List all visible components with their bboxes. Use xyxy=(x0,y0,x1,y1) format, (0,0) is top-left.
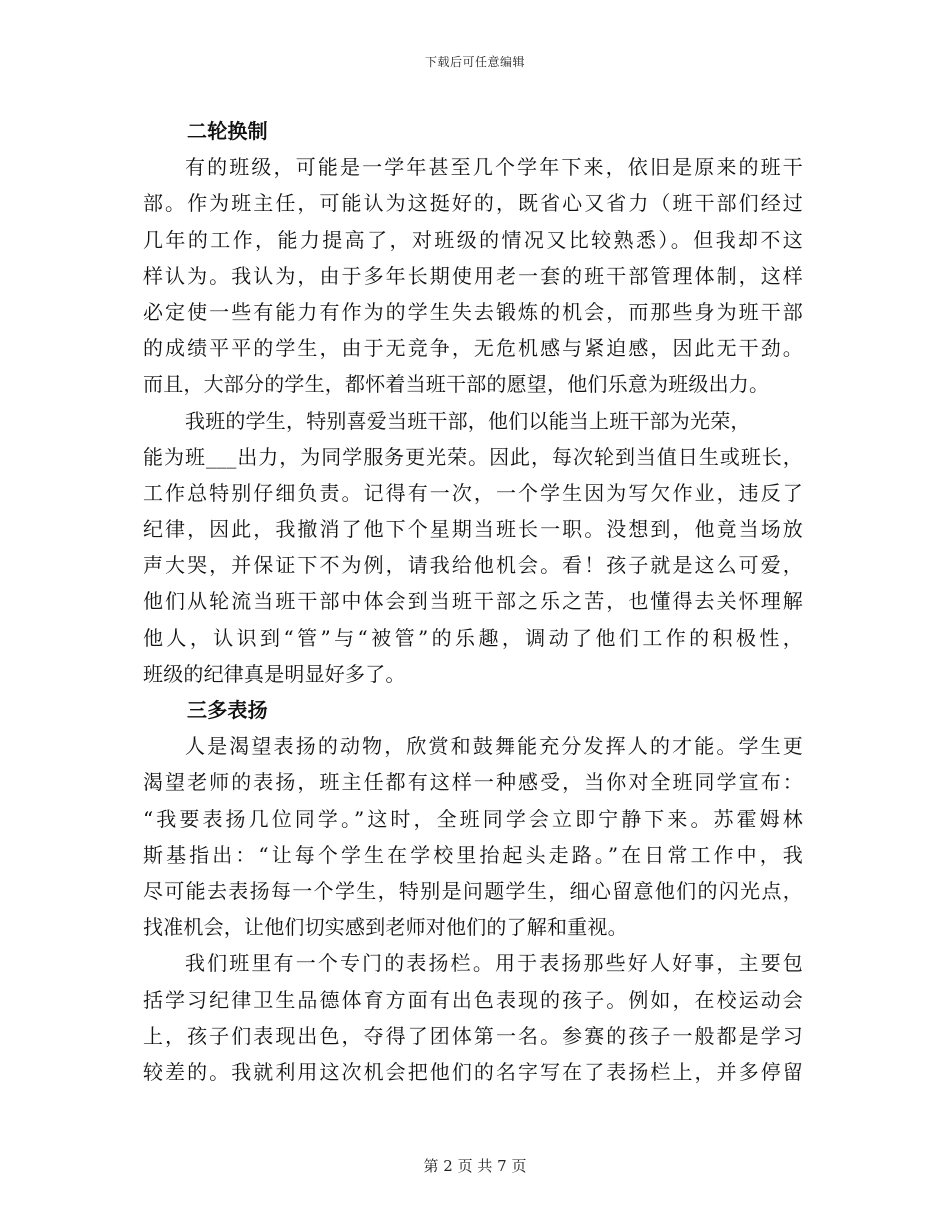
paragraph-line: 声大哭，并保证下不为例，请我给他机会。看！孩子就是这么可爱， xyxy=(143,553,803,578)
paragraph-line: 班级的纪律真是明显好多了。 xyxy=(143,661,406,686)
paragraph-line: 上，孩子们表现出色，夺得了团体第一名。参赛的孩子一般都是学习 xyxy=(143,1023,803,1048)
paragraph-line: 找准机会，让他们切实感到老师对他们的了解和重视。 xyxy=(143,915,628,940)
document-body xyxy=(143,113,803,1090)
paragraph-line: 我们班里有一个专门的表扬栏。用于表扬那些好人好事，主要包 xyxy=(185,951,803,976)
paragraph-line: 人是渴望表扬的动物，欣赏和鼓舞能充分发挥人的才能。学生更 xyxy=(185,734,803,759)
section-heading: 二轮换制 xyxy=(187,119,268,143)
paragraph-line: 必定使一些有能力有作为的学生失去锻炼的机会，而那些身为班干部 xyxy=(143,299,803,324)
paragraph-line: 有的班级，可能是一学年甚至几个学年下来，依旧是原来的班干 xyxy=(185,155,803,180)
paragraph-line: 他们从轮流当班干部中体会到当班干部之乐之苦，也懂得去关怀理解 xyxy=(143,589,803,614)
paragraph-line: 样认为。我认为，由于多年长期使用老一套的班干部管理体制，这样 xyxy=(143,263,803,288)
paragraph-line: 渴望老师的表扬，班主任都有这样一种感受，当你对全班同学宣布： xyxy=(143,770,803,795)
paragraph-line: 部。作为班主任，可能认为这挺好的，既省心又省力（班干部们经过 xyxy=(143,191,803,216)
paragraph-line: 尽可能去表扬每一个学生，特别是问题学生，细心留意他们的闪光点， xyxy=(143,878,803,903)
paragraph-line: 纪律，因此，我撤消了他下个星期当班长一职。没想到，他竟当场放 xyxy=(143,517,803,542)
paragraph-line: 他人，认识到“管”与“被管”的乐趣，调动了他们工作的积极性， xyxy=(143,625,803,650)
paragraph-line: 的成绩平平的学生，由于无竞争，无危机感与紧迫感，因此无干劲。 xyxy=(143,336,803,361)
paragraph-line: “我要表扬几位同学。”这时，全班同学会立即宁静下来。苏霍姆林 xyxy=(143,806,803,831)
section-heading: 三多表扬 xyxy=(187,698,268,722)
paragraph-line: 能为班___出力，为同学服务更光荣。因此，每次轮到当值日生或班长， xyxy=(143,444,803,469)
paragraph-line: 几年的工作，能力提高了，对班级的情况又比较熟悉）。但我却不这 xyxy=(143,227,803,252)
page-number: 第 2 页 共 7 页 xyxy=(423,1157,527,1175)
page-header-note: 下载后可任意编辑 xyxy=(424,55,525,69)
paragraph-line: 括学习纪律卫生品德体育方面有出色表现的孩子。例如，在校运动会 xyxy=(143,987,803,1012)
paragraph-line: 工作总特别仔细负责。记得有一次，一个学生因为写欠作业，违反了 xyxy=(143,480,803,505)
paragraph-line: 较差的。我就利用这次机会把他们的名字写在了表扬栏上，并多停留 xyxy=(143,1059,803,1084)
paragraph-line: 而且，大部分的学生，都怀着当班干部的愿望，他们乐意为班级出力。 xyxy=(143,372,770,397)
paragraph-line: 斯基指出：“让每个学生在学校里抬起头走路。”在日常工作中，我 xyxy=(143,842,803,867)
paragraph-line: 我班的学生，特别喜爱当班干部，他们以能当上班干部为光荣， xyxy=(185,408,751,433)
